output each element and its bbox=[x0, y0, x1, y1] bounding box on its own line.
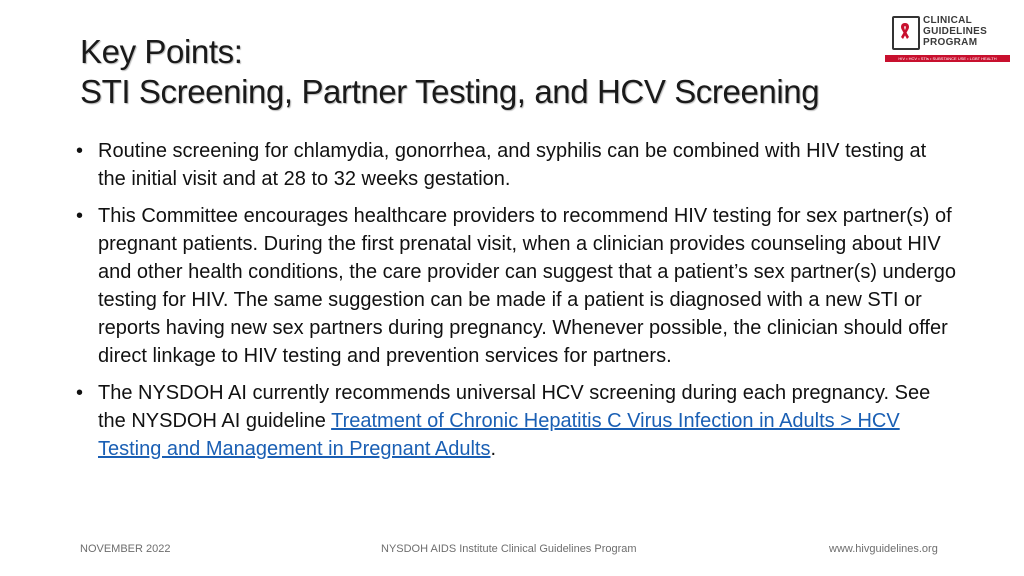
key-points-list bbox=[76, 137, 956, 472]
bullet-item-partner-testing bbox=[76, 202, 956, 370]
bullet-item-sti-screening bbox=[76, 137, 956, 193]
bullet-icon: • bbox=[76, 205, 84, 227]
title-line-1: Key Points: bbox=[80, 33, 243, 70]
footer-date: NOVEMBER 2022 bbox=[80, 543, 171, 555]
bullet-icon: • bbox=[76, 382, 84, 404]
logo-tagline-bar: HIV • HCV • STIs • SUBSTANCE USE • LGBT HEALTH bbox=[885, 55, 1010, 62]
slide-title bbox=[80, 32, 819, 112]
bullet-text: Routine screening for chlamydia, gonorrhea, and syphilis can be combined with HIV testing at the initial visit and at 28 to 32 weeks gestation. bbox=[98, 140, 927, 190]
bullet-text-end: . bbox=[490, 438, 497, 460]
title-line-2: STI Screening, Partner Testing, and HCV Screening bbox=[80, 73, 820, 110]
bullet-icon: • bbox=[76, 140, 84, 162]
logo-line-1: CLINICAL bbox=[923, 15, 973, 26]
logo-line-2: GUIDELINES bbox=[923, 26, 988, 37]
logo-frame bbox=[892, 16, 920, 50]
bullet-item-hcv-screening bbox=[76, 379, 956, 463]
footer-website: www.hivguidelines.org bbox=[829, 543, 938, 555]
hcv-guideline-link[interactable]: Treatment of Chronic Hepatitis C Virus Infection in Adults > HCV Testing and Management in Pregnant Adults bbox=[98, 410, 900, 460]
logo-wordmark bbox=[923, 15, 987, 48]
footer-program-name: NYSDOH AIDS Institute Clinical Guidelines Program bbox=[381, 543, 637, 555]
red-ribbon-icon bbox=[896, 21, 914, 43]
logo-line-3: PROGRAM bbox=[923, 37, 978, 48]
bullet-text: The NYSDOH AI currently recommends universal HCV screening during each pregnancy. See the NYSDOH AI guideline bbox=[98, 382, 931, 432]
bullet-text: This Committee encourages healthcare providers to recommend HIV testing for sex partner(s) of pregnant patients. During the first prenatal visit, when a clinician provides counseling about HIV and other health conditions, the care provider can suggest that a patient’s sex partner(s) undergo testing for HIV. The same suggestion can be made if a patient is diagnosed with a new STI or reports having new sex partners during pregnancy. Whenever possible, the clinician should offer direct linkage to HIV testing and prevention services for partners. bbox=[98, 205, 956, 367]
clinical-guidelines-logo bbox=[885, 14, 1010, 64]
